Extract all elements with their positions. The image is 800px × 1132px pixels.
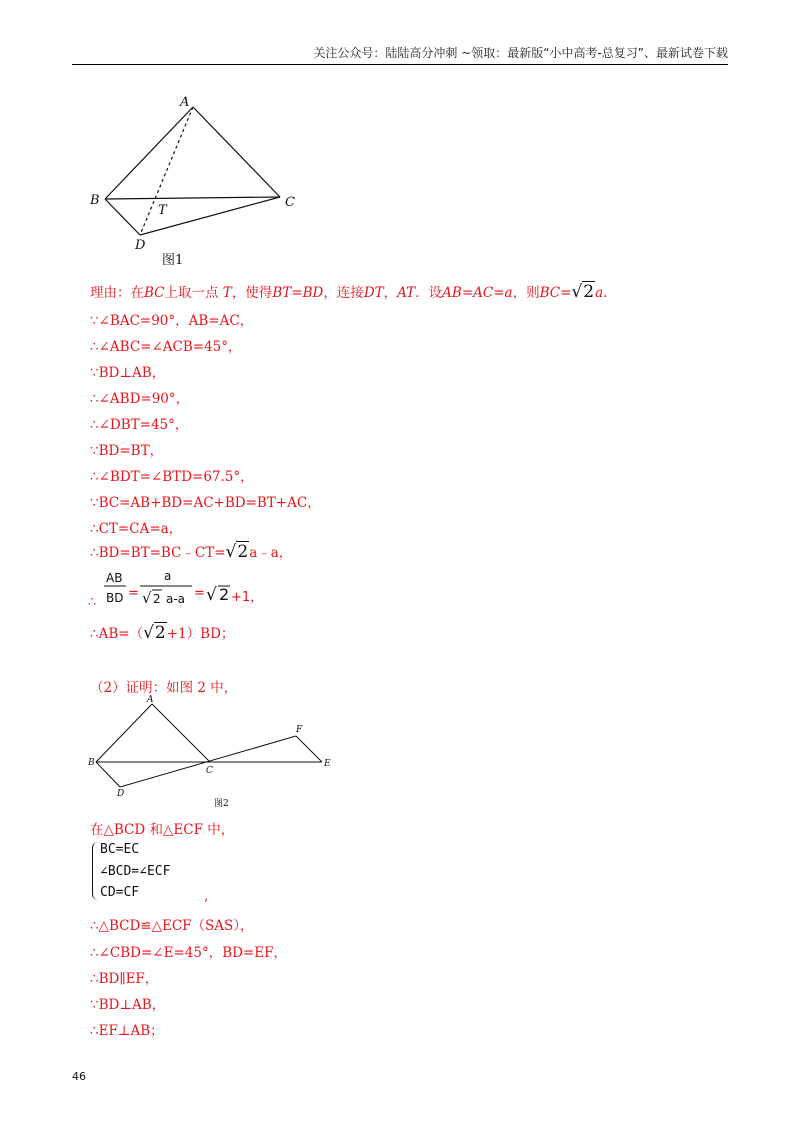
proof1-line-4: ∴∠ABD=90°， [90,391,190,407]
system-row-1: BC=EC [100,842,140,857]
frac-rhs-den-2: 2 [153,592,161,606]
equation-system [92,840,252,902]
proof1-line-8: ∵BC=AB+BD=AC+BD=BT+AC， [90,495,321,511]
point-t-label: T [158,203,167,218]
page-header [72,44,728,65]
system-row-3: CD=CF [100,885,140,900]
proof2-line-3: ∴BD∥EF， [90,971,159,987]
frac-rhs-den-rest: a-a [166,592,186,606]
system-comma: , [204,888,209,904]
sqrt-2: √2 [143,623,166,643]
fig2-point-e: E [324,759,331,769]
proof1-line-2: ∴∠ABC=∠ACB=45°， [90,339,242,355]
segment-fe [296,736,322,762]
segment-ac [193,107,280,197]
segment-bd [105,199,140,235]
segment-ba [96,704,152,762]
system-row-2: ∠BCD=∠ECF [100,864,171,879]
proof1-line-9: ∴CT=CA=a， [90,521,183,537]
figure-2 [84,692,344,812]
segment-ac [152,704,210,762]
point-c-label: C [285,195,295,210]
segment-ab [105,107,193,199]
proof1-line-1: ∵∠BAC=90°，AB=AC， [90,313,254,329]
bd-line: ∴BD=BT=BC﹣CT=√2a﹣a， [90,542,293,562]
frac-result-suffix: +1， [231,590,264,605]
fig2-point-a: A [147,695,154,705]
svg-text:√: √ [142,589,152,607]
point-d-label: D [135,238,146,253]
svg-text:=: = [194,586,205,601]
svg-text:=: = [128,586,139,601]
svg-text:2: 2 [219,585,230,604]
proof2-line-2: ∴∠CBD=∠E=45°，BD=EF， [90,945,287,961]
figure-1-caption: 图1 [162,253,184,268]
proof1-line-3: ∵BD⊥AB， [90,365,166,381]
sqrt-2: √2 [225,542,249,562]
left-brace [92,842,99,900]
proof2-line-1: ∴△BCD≌△ECF（SAS）， [90,918,254,934]
svg-text:√: √ [206,585,217,605]
proof1-line-5: ∴∠DBT=45°， [90,417,189,433]
ab-line: ∴AB=（√2+1）BD； [90,623,235,643]
fig2-point-b: B [88,758,95,768]
frac-rhs-num: a [164,569,172,583]
fig2-point-d: D [117,789,125,799]
proof2-line-4: ∵BD⊥AB， [90,997,166,1013]
segment-bc [105,197,280,199]
figure-2-caption: 图2 [214,799,229,809]
figure-1 [80,92,320,272]
header-text: 关注公众号：陆陆高分冲刺 ~领取：最新版“小中高考-总复习”、最新试卷下载 [313,46,728,60]
frac-lhs-den: BD [106,591,124,605]
page-number: 46 [72,1070,86,1083]
fig2-point-c: C [206,766,213,776]
proof1-line-7: ∴∠BDT=∠BTD=67.5°， [90,469,254,485]
fraction-equation [88,566,308,614]
sqrt-2: √2 [571,282,595,302]
in-triangles-line: 在△BCD 和△ECF 中， [90,822,235,838]
proof2-intro: （2）证明：如图 2 中， [90,680,238,696]
point-b-label: B [90,193,100,208]
reason-line: 理由：在BC上取一点 T，使得BT=BD，连接DT，AT．设AB=AC=a，则BC=√2a. [90,282,608,302]
svg-text:∴: ∴ [88,595,97,610]
fig2-point-f: F [296,725,303,735]
proof2-line-5: ∴EF⊥AB； [90,1023,164,1039]
frac-lhs-num: AB [106,571,123,585]
point-a-label: A [180,95,190,110]
proof1-line-6: ∵BD=BT， [90,443,164,459]
segment-bd [96,762,120,787]
